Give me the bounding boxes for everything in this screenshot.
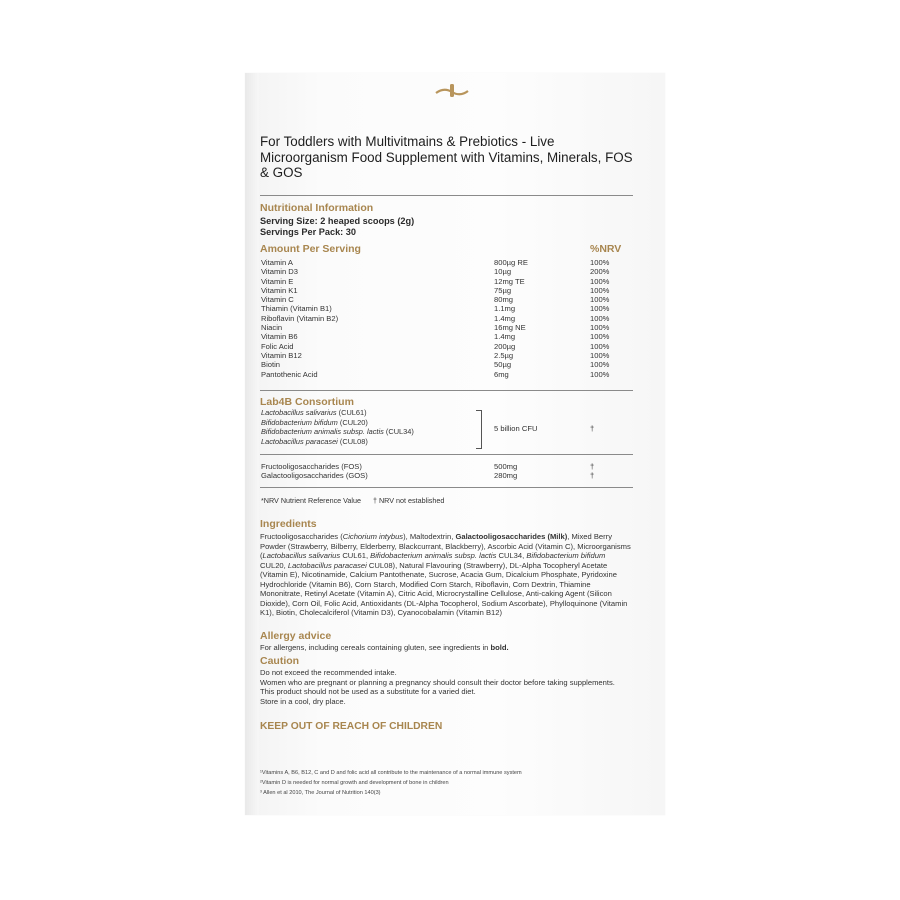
strain-code: (CUL08) <box>339 436 368 446</box>
nutrition-row <box>261 286 633 295</box>
ingredients-heading: Ingredients <box>260 518 317 530</box>
strain-code: (CUL34) <box>385 427 414 436</box>
nutrient-nrv: 100% <box>590 360 610 370</box>
nutrient-name: Vitamin B12 <box>261 350 302 360</box>
ingredients-text: Fructooligosaccharides (Cichorium intybus), Maltodextrin, Galactooligosaccharides (Milk), Mixed Berry Powder (Strawberry, Bilberry, Elderberry, Blackcurrant, Blackberry), Ascorbic Acid (Vitamin C), Microorganisms (Lactobacillus salivarius CUL61, Bifidobacterium animalis subsp. lactis CUL34, Bifidobacterium bifidum CUL20, Lactobacillus paracasei CUL08), Natural Flavouring (Strawberry), DL-Alpha Tocopheryl Acetate (Vitamin E), Nicotinamide, Calcium Pantothenate, Sucrose, Acacia Gum, Dicalcium Phosphate, Pyridoxine Hydrochloride (Vitamin B6), Corn Starch, Modified Corn Starch, Riboflavin, Corn Dextrin, Thiamine Mononitrate, Retinyl Acetate (Vitamin A), Citric Acid, Microcrystalline Cellulose, Anti-caking Agent (Silicon Dioxide), Corn Oil, Folic Acid, Antioxidants (DL-Alpha Tocopherol, Sodium Ascorbate), Phylloquinone (Vitamin K1), Biotin, Cholecalciferol (Vitamin D3), Cyanocobalamin (Vitamin B12) <box>260 532 631 617</box>
consortium-nrv: † <box>590 424 595 433</box>
footnote: ²Vitamin D is needed for normal growth and development of bone in children <box>260 779 449 786</box>
nutrient-nrv: 100% <box>590 323 610 333</box>
nrv-legend: *NRV Nutrient Reference Value † NRV not established <box>261 496 445 505</box>
allergy-text: For allergens, including cereals containing gluten, see ingredients in bold. <box>260 643 509 652</box>
divider <box>260 195 633 196</box>
nutrition-row <box>261 332 633 341</box>
amount-per-serving-header: Amount Per Serving <box>260 243 361 255</box>
divider <box>260 487 633 488</box>
divider <box>260 390 633 391</box>
strain-row <box>261 437 414 447</box>
prebiotic-nrv: † <box>590 462 595 471</box>
servings-per-pack: Servings Per Pack: 30 <box>260 227 357 237</box>
nutrient-amount: 800µg RE <box>494 258 528 267</box>
keep-out-warning: KEEP OUT OF REACH OF CHILDREN <box>260 721 443 732</box>
prebiotics-table <box>261 462 633 481</box>
strain-name: Lactobacillus salivarius <box>261 408 337 417</box>
caution-line: This product should not be used as a substitute for a varied diet. <box>260 687 476 696</box>
nutrient-amount: 6mg <box>494 369 509 379</box>
nutrient-amount: 1.4mg <box>494 313 516 323</box>
brand-logo-icon <box>434 83 470 99</box>
nutrient-name: Vitamin A <box>261 258 293 267</box>
nutrient-nrv: 100% <box>590 369 610 379</box>
nutrition-row <box>261 295 633 304</box>
nutrition-row <box>261 277 633 286</box>
caution-line: Store in a cool, dry place. <box>260 696 346 706</box>
nutrient-name: Folic Acid <box>261 341 294 351</box>
footnote: ³ Allen et al 2010, The Journal of Nutrition 140(3) <box>260 789 381 796</box>
nutrient-nrv: 100% <box>590 332 610 342</box>
nutrition-heading: Nutritional Information <box>260 202 374 214</box>
prebiotic-amount: 500mg <box>494 462 518 471</box>
nutrient-amount: 80mg <box>494 295 513 305</box>
nutrition-row <box>261 314 633 323</box>
nutrient-name: Pantothenic Acid <box>261 369 318 379</box>
strain-code: (CUL61) <box>338 408 367 417</box>
nutrition-row <box>261 360 633 369</box>
nutrient-name: Vitamin D3 <box>261 267 299 277</box>
nutrient-nrv: 100% <box>590 295 610 305</box>
nutrient-name: Niacin <box>261 323 283 333</box>
divider <box>260 454 633 455</box>
footnote: ¹Vitamins A, B6, B12, C and D and folic acid all contribute to the maintenance of a normal immune system <box>260 770 522 776</box>
nutrient-nrv: 100% <box>590 341 610 351</box>
nutrient-nrv: 100% <box>590 350 610 360</box>
nrv-header: %NRV <box>590 243 622 255</box>
nutrition-row <box>261 370 633 379</box>
nutrient-name: Vitamin B6 <box>261 332 298 342</box>
prebiotic-row <box>261 471 633 480</box>
nutrition-table <box>261 258 633 379</box>
strain-name: Lactobacillus paracasei <box>261 436 338 446</box>
prebiotic-name: Fructooligosaccharides (FOS) <box>261 462 362 471</box>
product-title: For Toddlers with Multivitmains & Prebiotics - Live Microorganism Food Supplement with Vitamins, Minerals, FOS & GOS <box>260 134 633 181</box>
nutrient-name: Vitamin K1 <box>261 285 298 295</box>
nutrient-nrv: 100% <box>590 285 610 295</box>
prebiotic-nrv: † <box>590 471 595 481</box>
strain-row <box>261 427 414 437</box>
box-edge-shade <box>245 73 259 815</box>
nutrient-nrv: 200% <box>590 267 610 277</box>
nutrient-nrv: 100% <box>590 304 610 314</box>
nutrition-row <box>261 258 633 267</box>
caution-heading: Caution <box>260 655 300 667</box>
strain-code: (CUL20) <box>339 417 368 427</box>
nutrient-amount: 50µg <box>494 360 512 370</box>
caution-line: Do not exceed the recommended intake. <box>260 668 397 677</box>
nutrition-row <box>261 351 633 360</box>
consortium-strains <box>261 408 414 446</box>
consortium-bracket <box>476 410 482 449</box>
nutrition-row <box>261 304 633 313</box>
nutrient-nrv: 100% <box>590 276 610 286</box>
prebiotic-name: Galactooligosaccharides (GOS) <box>261 471 368 481</box>
nutrient-name: Riboflavin (Vitamin B2) <box>261 313 339 323</box>
strain-name: Bifidobacterium bifidum <box>261 417 338 427</box>
nutrient-amount: 16mg NE <box>494 323 526 333</box>
consortium-heading: Lab4B Consortium <box>260 396 354 408</box>
caution-text <box>260 668 632 706</box>
nutrient-amount: 200µg <box>494 341 516 351</box>
allergy-heading: Allergy advice <box>260 630 332 642</box>
nutrition-row <box>261 267 633 276</box>
strain-name: Bifidobacterium animalis subsp. lactis <box>261 427 384 436</box>
nutrient-name: Vitamin E <box>261 276 294 286</box>
nutrient-name: Vitamin C <box>261 295 294 305</box>
nutrient-amount: 10µg <box>494 267 512 277</box>
nutrient-name: Biotin <box>261 360 280 370</box>
nutrition-row <box>261 342 633 351</box>
serving-size: Serving Size: 2 heaped scoops (2g) <box>260 216 415 226</box>
nutrient-nrv: 100% <box>590 313 610 323</box>
prebiotic-amount: 280mg <box>494 471 518 481</box>
nutrient-amount: 1.4mg <box>494 332 516 342</box>
nutrient-amount: 12mg TE <box>494 276 525 286</box>
nutrient-name: Thiamin (Vitamin B1) <box>261 304 332 314</box>
nutrient-amount: 1.1mg <box>494 304 516 314</box>
strain-row <box>261 408 414 418</box>
strain-row <box>261 418 414 428</box>
prebiotic-row <box>261 462 633 471</box>
nutrient-amount: 75µg <box>494 285 512 295</box>
caution-line: Women who are pregnant or planning a pregnancy should consult their doctor before taking supplements. <box>260 677 615 687</box>
nutrition-row <box>261 323 633 332</box>
consortium-amount: 5 billion CFU <box>494 424 538 433</box>
nutrient-amount: 2.5µg <box>494 350 514 360</box>
footnotes <box>260 769 522 798</box>
nutrient-nrv: 100% <box>590 258 610 267</box>
